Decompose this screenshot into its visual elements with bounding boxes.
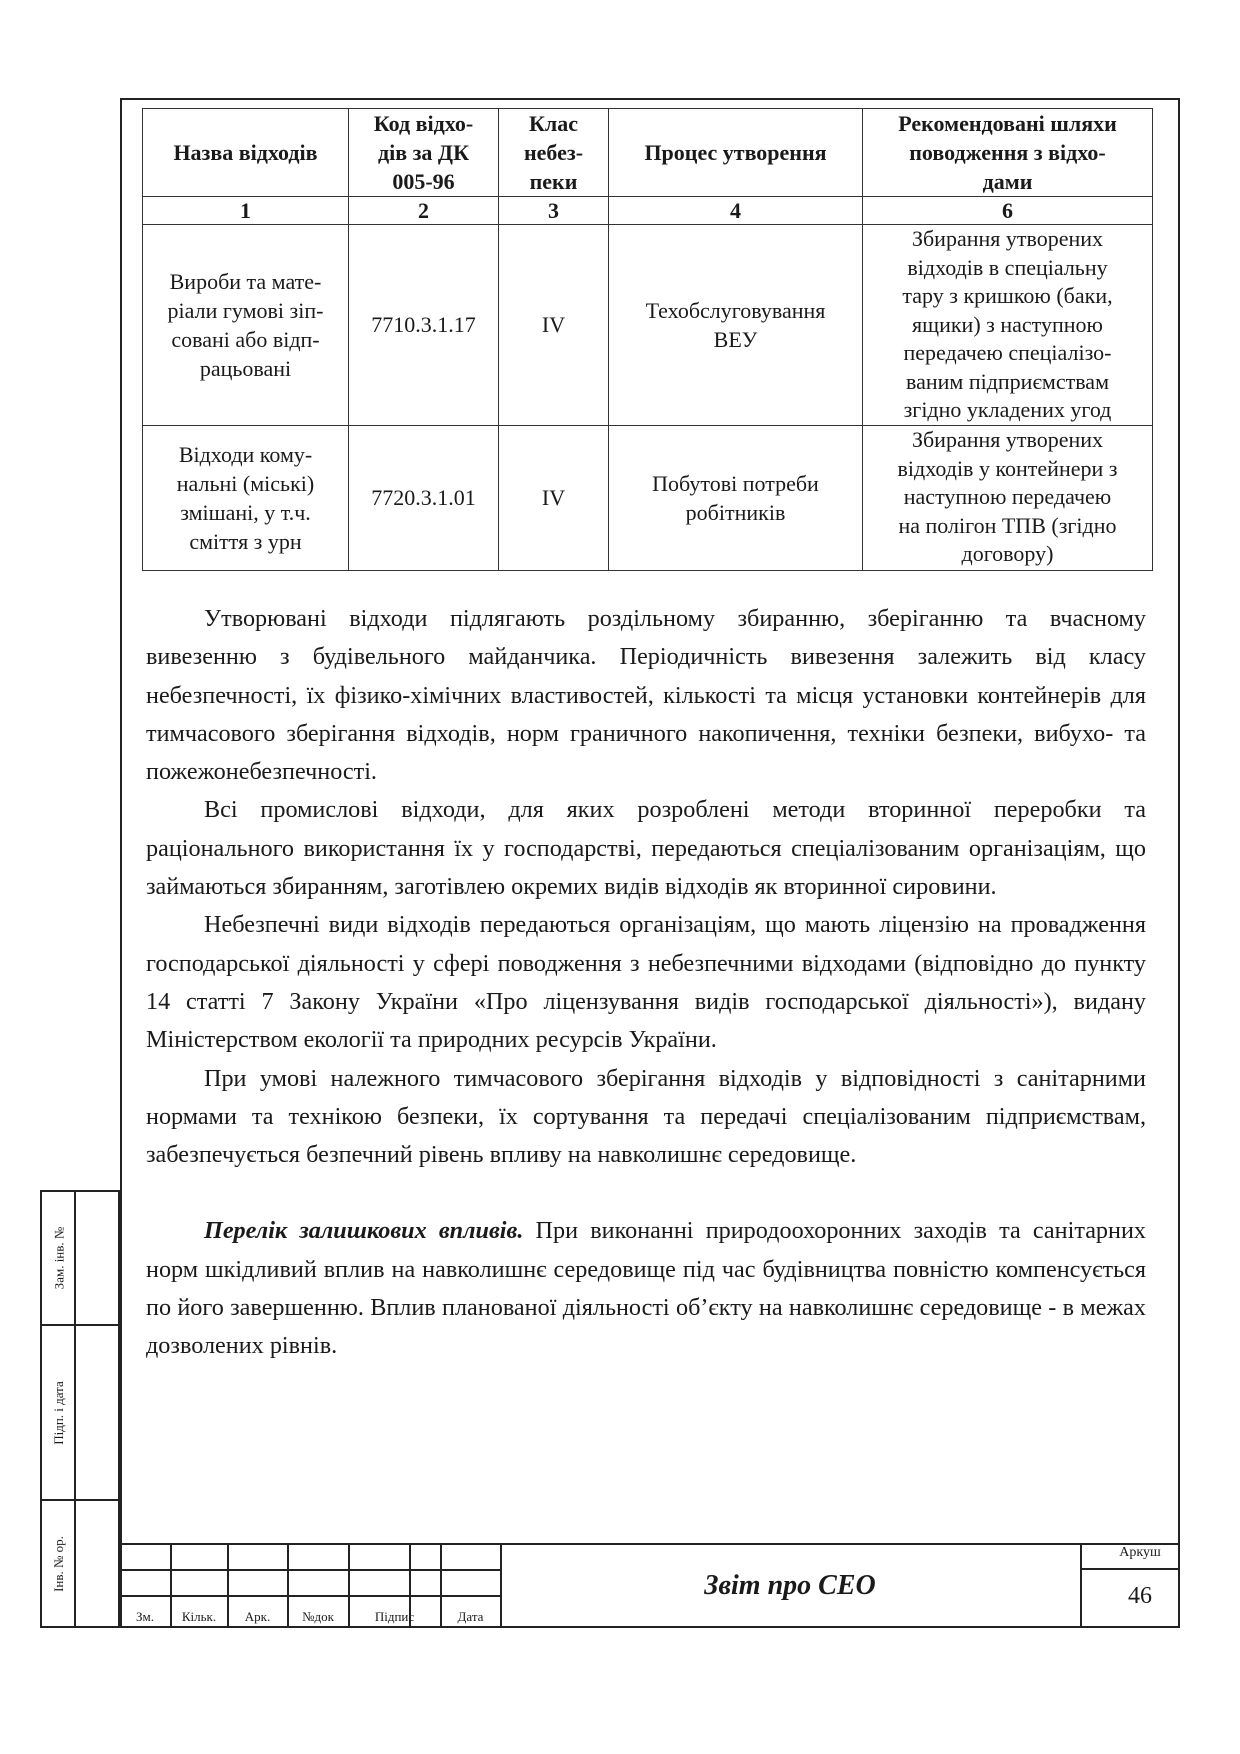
column-number: 3 (499, 197, 609, 225)
column-number: 2 (349, 197, 499, 225)
title-block-col-quantity: Кільк. (181, 1609, 217, 1624)
header-hazard-class: Клас небез- пеки (499, 109, 609, 197)
title-block-col-doc-number: №док (302, 1609, 334, 1624)
cell-hazard-class: IV (499, 225, 609, 426)
title-block-col-sheet: Арк. (244, 1609, 271, 1624)
side-label-original-inv: Інв. № ор. (51, 1535, 67, 1592)
cell-waste-name: Відходи кому- нальні (міські) змішані, у т.ч. сміття з урн (143, 425, 349, 570)
column-number: 4 (609, 197, 863, 225)
paragraph: Небезпечні види відходів передаються організаціям, що мають ліцензію на провадження господарської діяльності у сфері поводження з небезпечними відходами (відповідно до пункту 14 статті 7 Закону України «Про ліцензування видів господарської діяльності»), видану Міністерством екології та природних ресурсів України. (146, 911, 1146, 1054)
body-text (146, 600, 1146, 1366)
title-block-col-change: Зм. (136, 1609, 154, 1624)
header-waste-code: Код відхо- дів за ДК 005-96 (349, 109, 499, 197)
cell-waste-code: 7710.3.1.17 (349, 225, 499, 426)
sheet-number: 46 (1128, 1583, 1152, 1609)
title-block-col-signature: Підпис (374, 1609, 415, 1624)
paragraph: Утворювані відходи підлягають роздільному збиранню, зберіганню та вчасному вивезенню з будівельного майданчика. Періодичність вивезення залежить від класу небезпечності, їх фізико-хімічних властивостей, кількості та місця установки контейнерів для тимчасового зберігання відходів, норм граничного накопичення, техніки безпеки, вибухо- та пожежонебезпечності. (146, 605, 1146, 786)
header-waste-name: Назва відходів (143, 109, 349, 197)
cell-waste-code: 7720.3.1.01 (349, 425, 499, 570)
residual-effects-heading: Перелік залишкових впливів. (204, 1217, 524, 1245)
sheet-label: Аркуш (1119, 1545, 1161, 1560)
residual-effects-text: При виконанні природоохоронних заходів та санітарних норм шкідливий вплив на навколишнє середовище під час будівництва повністю компенсується по його завершенню. Вплив планованої діяльності об’єкту на навколишнє середовище - в межах дозволених рівнів. (146, 1217, 1147, 1360)
table-row (143, 225, 1153, 426)
side-label-signature-date: Підп. і дата (51, 1380, 66, 1445)
title-block (120, 1543, 1180, 1628)
side-strip-original (40, 1499, 120, 1628)
cell-process: Техобслуговування ВЕУ (609, 225, 863, 426)
paragraph: При умові належного тимчасового зберігання відходів у відповідності з санітарними нормами та технікою безпеки, їх сортування та передачі спеціалізованим підприємствам, забезпечується безпечний рівень впливу на навколишнє середовище. (146, 1064, 1146, 1169)
cell-recommended: Збирання утворених відходів в спеціальну тару з кришкою (баки, ящики) з наступною передачею спеціалізо- ваним підприємствам згідно укладених угод (863, 225, 1153, 426)
table-row (143, 425, 1153, 570)
header-process: Процес утворення (609, 109, 863, 197)
title-block-col-date: Дата (457, 1609, 484, 1624)
cell-waste-name: Вироби та мате- ріали гумові зіп- совані або відп- рацьовані (143, 225, 349, 426)
side-label-replacement-inv: Зам. інв. № (51, 1226, 66, 1290)
waste-table (142, 108, 1153, 571)
residual-effects-paragraph (146, 1212, 1146, 1365)
cell-process: Побутові потреби робітників (609, 425, 863, 570)
side-strip-signature (40, 1324, 120, 1501)
header-recommended: Рекомендовані шляхи поводження з відхо- дами (863, 109, 1153, 197)
side-strip-replacement (40, 1190, 120, 1326)
table-header-row (143, 109, 1153, 197)
document-title: Звіт про СЕО (704, 1569, 876, 1601)
cell-hazard-class: IV (499, 425, 609, 570)
cell-recommended: Збирання утворених відходів у контейнери з наступною передачею на полігон ТПВ (згідно договору) (863, 425, 1153, 570)
column-number: 1 (143, 197, 349, 225)
column-number: 6 (863, 197, 1153, 225)
table-number-row (143, 197, 1153, 225)
paragraph: Всі промислові відходи, для яких розроблені методи вторинної переробки та раціонального використання їх у господарстві, передаються спеціалізованим організаціям, що займаються збиранням, заготівлею окремих видів відходів як вторинної сировини. (146, 796, 1146, 901)
